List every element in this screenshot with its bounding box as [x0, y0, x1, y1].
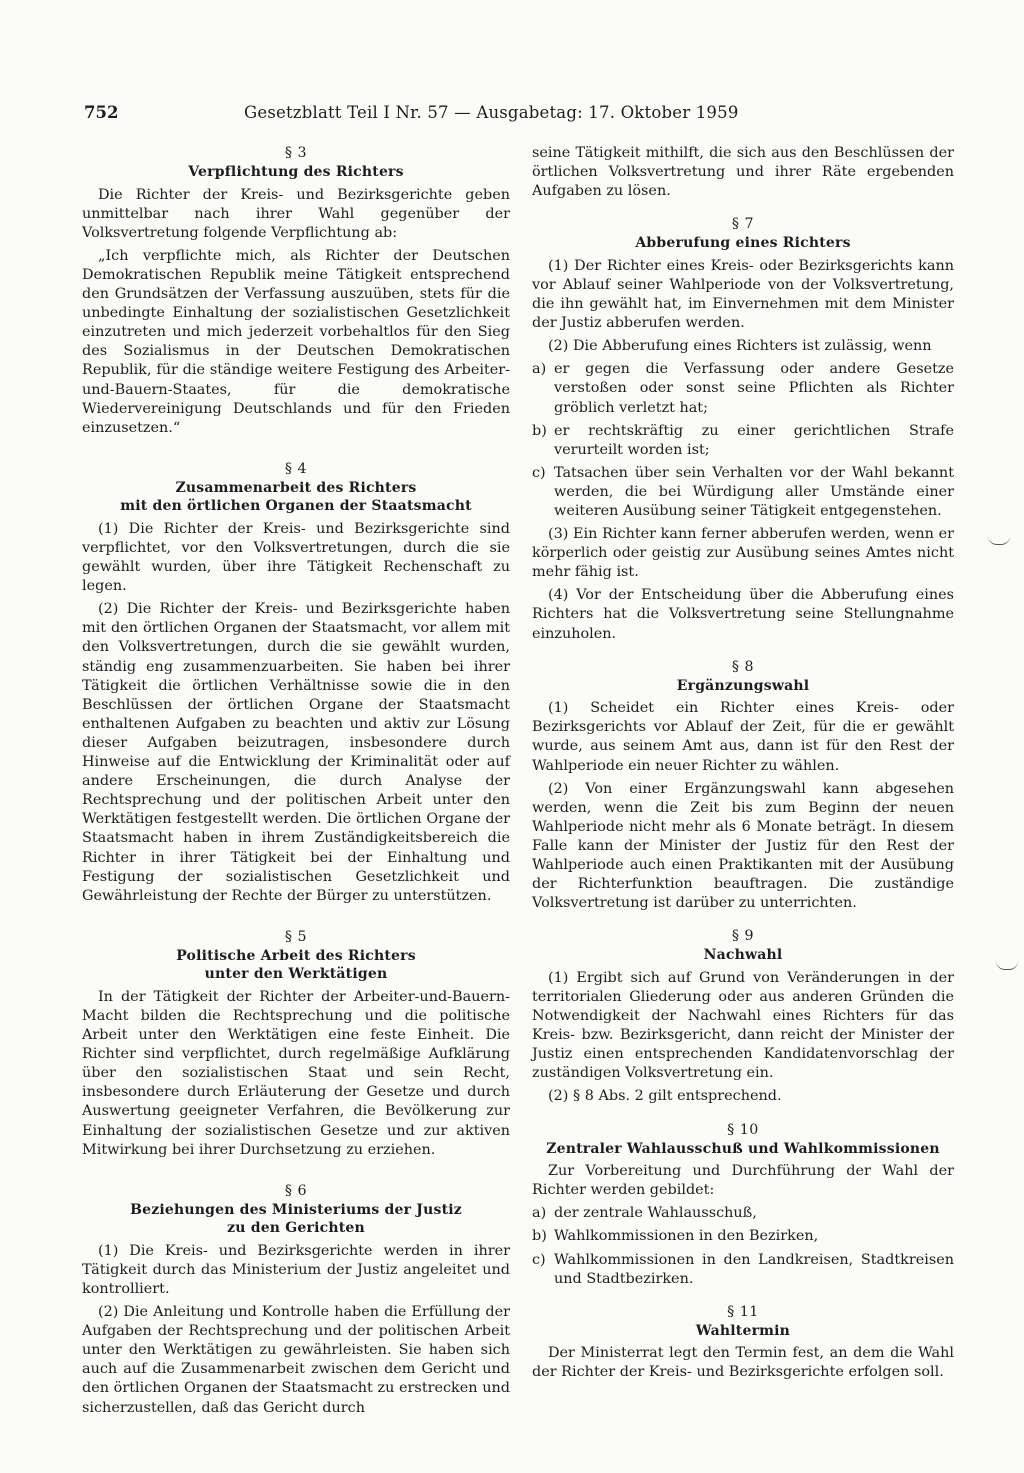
section-number: § 11	[727, 1303, 759, 1320]
section-title	[82, 479, 510, 516]
paragraph: Der Ministerrat legt den Termin fest, an dem die Wahl der Richter der Kreis- und Bezirksgerichte erfolgen soll.	[532, 1345, 954, 1381]
list-text: Tatsachen über sein Verhalten vor der Wahl bekannt werden, die bei Würdigung aller Umstände einer weiteren Ausübung seiner Tätigkeit entgegenstehen.	[554, 464, 954, 519]
paragraph: (1) Die Kreis- und Bezirksgerichte werden in ihrer Tätigkeit durch das Ministerium der Justiz angeleitet und kontrolliert.	[82, 1242, 510, 1297]
section-title	[82, 947, 510, 984]
list-label: b)	[532, 422, 547, 439]
section-title: Wahltermin	[695, 1322, 791, 1339]
section-title-line: Beziehungen des Ministeriums der Justiz	[130, 1201, 462, 1218]
paragraph: (1) Scheidet ein Richter eines Kreis- oder Bezirksgerichts vor Ablauf der Zeit, für die er gewählt wurde, aus seinem Amt aus, dann ist für den Rest der Wahlperiode ein neuer Richter zu wählen.	[532, 700, 954, 774]
paragraph: Die Richter der Kreis- und Bezirksgerichte geben unmittelbar nach ihrer Wahl gegenüber der Volksvertretung folgende Verpflichtung ab:	[82, 186, 510, 241]
list-item	[532, 1251, 954, 1289]
section-title-line: zu den Gerichten	[227, 1220, 365, 1237]
section-title-line: mit den örtlichen Organen der Staatsmacht	[120, 498, 472, 515]
section-number: § 5	[284, 928, 308, 945]
list-item	[532, 464, 954, 521]
page-number: 752	[84, 103, 119, 122]
list-label: b)	[532, 1228, 547, 1245]
section-number: § 4	[284, 460, 308, 477]
header-title: Gesetzblatt Teil I Nr. 57 — Ausgabetag: 17. Oktober 1959	[244, 103, 739, 122]
paragraph: (3) Ein Richter kann ferner abberufen werden, wenn er körperlich oder geistig zur Ausübung seines Amtes nicht mehr fähig ist.	[532, 526, 954, 581]
paragraph: Zur Vorbereitung und Durchführung der Wahl der Richter werden gebildet:	[532, 1163, 954, 1199]
list-text: Wahlkommissionen in den Landkreisen, Stadtkreisen und Stadtbezirken.	[554, 1251, 954, 1287]
section-title	[82, 1201, 510, 1238]
left-column	[82, 144, 510, 1422]
paragraph: (4) Vor der Entscheidung über die Abberufung eines Richters hat die Volksvertretung seine Stellungnahme einzuholen.	[532, 587, 954, 642]
list-label: a)	[532, 1205, 547, 1222]
list-item	[532, 1227, 954, 1246]
paragraph: In der Tätigkeit der Richter der Arbeiter-und-Bauern-Macht bilden die Rechtsprechung und die politische Arbeit unter den Werktätigen eine feste Einheit. Die Richter sind verpflichtet, durch regelmäßige Aufklärung über den sozialistischen Staat und sein Recht, insbesondere durch Erläuterung der Gesetze und durch Auswertung geeigneter Verfahren, die Bevölkerung zur Einhaltung der sozialistischen Gesetze und zur aktiven Mitwirkung bei ihrer Durchsetzung zu erziehen.	[82, 988, 510, 1158]
section-number: § 3	[284, 145, 308, 161]
list-item	[532, 1204, 954, 1223]
section-number: § 6	[284, 1182, 308, 1199]
section-title: Zentraler Wahlausschuß und Wahlkommissionen	[546, 1140, 940, 1157]
paragraph: (1) Ergibt sich auf Grund von Veränderungen in der territorialen Gliederung oder aus anderen Gründen die Notwendigkeit der Nachwahl eines Richters für das Kreis- bzw. Bezirksgericht, dann reicht der Minister der Justiz einen entsprechenden Kandidatenvorschlag der zuständigen Volksvertretung ein.	[532, 969, 954, 1082]
paragraph-continuation: seine Tätigkeit mithilft, die sich aus den Beschlüssen der örtlichen Volksvertretung und ihrer Räte ergebenden Aufgaben zu lösen.	[532, 145, 954, 200]
section-number: § 7	[731, 216, 755, 233]
paragraph: (2) Die Anleitung und Kontrolle haben die Erfüllung der Aufgaben der Rechtsprechung und der politischen Arbeit unter den Werktätigen zu gewährleisten. Sie haben sich auch auf die Zusammenarbeit zwischen dem Gericht und den örtlichen Organen der Staatsmacht zu erstrecken und sicherzustellen, daß das Gericht durch	[82, 1304, 510, 1416]
list-item	[532, 360, 954, 417]
paragraph: (2) Von einer Ergänzungswahl kann abgesehen werden, wenn die Zeit bis zum Beginn der neuen Wahlperiode nicht mehr als 6 Monate beträgt. In diesem Falle kann der Minister der Justiz für den Rest der Wahlperiode auch einen Praktikanten mit der Ausübung der Richterfunktion beauftragen. Die zuständige Volksvertretung ist darüber zu unterrichten.	[532, 780, 954, 912]
margin-mark	[996, 961, 1018, 970]
paragraph: (1) Der Richter eines Kreis- oder Bezirksgerichts kann vor Ablauf seiner Wahlperiode von der Volksvertretung, die ihn gewählt hat, im Einvernehmen mit dem Minister der Justiz abberufen werden.	[532, 257, 954, 332]
list-label: c)	[532, 464, 546, 481]
list-text: er rechtskräftig zu einer gerichtlichen Strafe verurteilt worden ist;	[554, 422, 954, 458]
section-title: Nachwahl	[703, 947, 783, 964]
paragraph: (2) § 8 Abs. 2 gilt entsprechend.	[548, 1088, 782, 1105]
margin-mark	[988, 536, 1010, 545]
list-text: er gegen die Verfassung oder andere Gesetze verstoßen oder sonst seine Pflichten als Richter gröblich verletzt hat;	[554, 361, 954, 416]
list-label: a)	[532, 361, 547, 378]
section-title-line: Politische Arbeit des Richters	[176, 947, 416, 964]
paragraph: (2) Die Abberufung eines Richters ist zulässig, wenn	[548, 338, 932, 355]
section-title: Verpflichtung des Richters	[188, 164, 404, 181]
page-header	[84, 103, 764, 122]
list-item	[532, 422, 954, 460]
section-number: § 9	[731, 928, 755, 945]
list-label: c)	[532, 1251, 546, 1268]
section-number: § 8	[731, 658, 755, 675]
section-title: Abberufung eines Richters	[635, 235, 851, 252]
list-text: der zentrale Wahlausschuß,	[554, 1205, 757, 1222]
section-title-line: unter den Werktätigen	[204, 966, 388, 983]
section-title: Ergänzungswahl	[676, 677, 810, 694]
paragraph: (1) Die Richter der Kreis- und Bezirksgerichte sind verpflichtet, vor den Volksvertretungen, durch die sie gewählt wurden, über ihre Tätigkeit Rechenschaft zu legen.	[82, 520, 510, 595]
quoted-oath: „Ich verpflichte mich, als Richter der Deutschen Demokratischen Republik meine Tätigkeit entsprechend den Grundsätzen der Verfassung auszuüben, stets für die unbedingte Einhaltung der sozialistischen Gesetzlichkeit einzutreten und mich jederzeit vorbehaltlos für den Sieg des Sozialismus in der Deutschen Demokratischen Republik, für die ständige weitere Festigung des Arbeiter-und-Bauern-Staates, für die demokratische Wiedervereinigung Deutschlands und für den Frieden einzusetzen.“	[82, 247, 510, 436]
section-number: § 10	[727, 1121, 759, 1138]
right-column	[532, 144, 954, 1386]
paragraph: (2) Die Richter der Kreis- und Bezirksgerichte haben mit den örtlichen Organen der Staatsmacht, vor allem mit den Volksvertretungen, durch die sie gewählt wurden, ständig eng zusammenzuarbeiten. Sie haben bei ihrer Tätigkeit die örtlichen Verhältnisse sowie die in den Beschlüssen der örtlichen Organe der Staatsmacht enthaltenen Aufgaben zu beachten und aktiv zur Lösung dieser Aufgaben beizutragen, insbesondere durch Hinweise auf die Entwicklung der Kriminalität oder auf andere Erscheinungen, die durch Analyse der Rechtsprechung und der politischen Arbeit unter den Werktätigen festgestellt werden. Die örtlichen Organe der Staatsmacht haben in ihrem Zuständigkeitsbereich die Richter in ihrer Tätigkeit bei der Einhaltung und Festigung der sozialistischen Gesetzlichkeit und Gewährleistung der Rechte der Bürger zu unterstützen.	[82, 601, 510, 904]
section-title-line: Zusammenarbeit des Richters	[175, 479, 417, 496]
list-text: Wahlkommissionen in den Bezirken,	[554, 1228, 819, 1245]
